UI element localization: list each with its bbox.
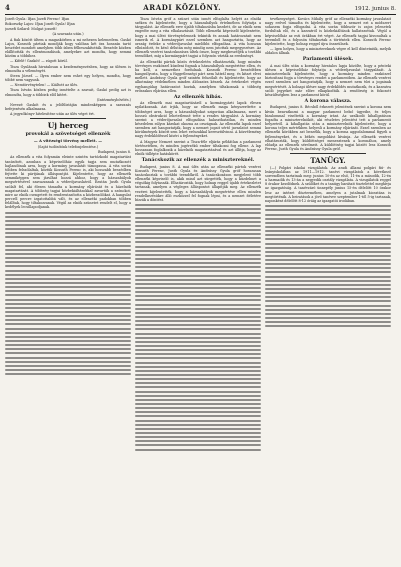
section-title: Tanácskozik az ellenzék a minisztereknél. — [141, 157, 255, 164]
page-header — [5, 3, 396, 15]
column-1 — [5, 17, 131, 567]
article-body: A mai ülés után a kormány hivatalos lapja közölte, hogy a pénteki ülésen a képviselőház folytatja a véderőjavaslat tárgyalását. A miniszterelnök kijelentette, hogy a kormány minden eszközzel biztosítani fogja a törvényes rendet a parlamentben. Az ellenzék vezérei ezzel szemben azt hangoztatják, hogy a nemzet nem tűri a jogainak megsértését. A holnapi ülésre nagy érdeklődés mutatkozik, és a karzatra szóló jegyeket már előre elkapkodták. A rendőrség is fokozott készültségben lesz a parlament körül. — [265, 63, 391, 97]
section-title: Az ellenzék hibás. — [173, 93, 223, 100]
divider — [290, 153, 366, 154]
dateline: Budapest, junius 8. — [97, 150, 131, 155]
article-body: Az ellenzéki pártok közös értekezletén elhatározták, hogy minden törvényes eszközzel küzdeni fognak a házszabályok megsértése ellen, és ha kell, a nemzethez fordulnak. Kossuth Ferenc beszédében hangsúlyozta, hogy a függetlenségi párt nem hátrál meg, és kitart elvei mellett. Andrássy Gyula gróf szintén felszólalt és kijelentette, hogy az alkotmány védelmében minden áldozatra készek. Az értekezlet végén egyhangúlag határozatot hoztak, amelyben tiltakoznak a többség erőszakos eljárása ellen. — [135, 59, 261, 93]
signature: (Intézménybővítés.) — [96, 97, 131, 102]
article-body: A Magyar Nemzet szerint a Tisza-féle eljárás példátlan a parlament történetében, és minden jogérzékű ember tiltakozni fog ellene. A lap hosszasan foglalkozik a házelnök magatartásával és azt állítja, hogy az elnök túllépte hatáskörét. — [135, 139, 261, 157]
paragraph: Tisza Gyulának hivatalosan a kezdeményezésben, hogy az ülésen is elmondta a véleményét. — [5, 64, 131, 73]
page-number: 4 — [5, 3, 10, 12]
headline-tagline: — A vitézségi törvény mellett. — — [33, 137, 103, 143]
article-body: Tisza István gróf a szünet után ismét elfoglalta helyét az elnöki széken és kijelentette, hogy a házszabályok értelmében folytatja a tárgyalást. Az ellenzék erre újabb tiltakozásba kezdett, de az elnök nem engedte meg a vita elhalasztását. Több ellenzéki képviselő kijelentette, hogy a mai ülést törvénytelennek tekintik és annak határozatait nem ismerik el. A kormánypárt ezzel szemben azt hangoztatta, hogy az ország érdeke a véderőjavaslat mielőbbi elfogadása. A vita hosszan elhúzódott, és késő délután még mindig nem jutottak megegyezésre. Az ellenzék vezérei tanácskozásra ültek össze, hogy megbeszéljék a további teendőket, míg a kormánypárt tagjai a folyosón várták az eredményt. — [135, 17, 261, 59]
paragraph: A jegyzőkönyv hitelesítése után az ülés véget ért. — [10, 112, 95, 117]
paragraph: Nevezé Gaskót és a jelöltlistáján mindenképpen a szavazás befejezésén alkalmazza. — [5, 102, 131, 111]
divider — [30, 118, 106, 119]
article-body: Budapest, junius 8. A mai ülés után az ellenzéki pártok vezérei Kossuth Ferenc, Justh Gyula és Andrássy Gyula gróf hosszasan tanácskoztak a további teendőkről. A tanácskozáson megjelent több ellenzéki képviselő is, akik mind azt sürgették, hogy a küzdelmet a végsőkig folytassák. Elhatározták, hogy holnap reggel újabb értekezletet tartanak, amelyen a végleges álláspontot állapítják meg. Az ellenzék vezérei kijelentették, hogy a házszabályok megsértése ellen minden rendelkezésükre álló eszközzel fel fognak lépni, és a nemzet ítéletére bízzák a döntést. — [135, 164, 261, 202]
section-title: A korona válasza. — [304, 98, 352, 105]
newspaper-title: ARADI KÖZLÖNY. — [143, 3, 222, 12]
column-3 — [265, 17, 391, 567]
text-line: Bokorszky Lajos: Ifjan Jozefi Gyula! Ifjan — [5, 22, 75, 27]
issue-date: 1912. junius 8. — [354, 6, 396, 12]
quote: — Nemtörvénytelen! — Kiáltott az ülés. — [10, 83, 79, 88]
text-line: jozsefi Szilard: Molgat jozsefi! — [5, 27, 57, 32]
article-body: Az ellenzék a vita folyamán eleinte szintén tartózkodó magatartást tanúsított, azonban a képviselőház egyik tagja sem mutatkozott hajlandónak arra, hogy a kormány javaslatát támogassa. A vita során többen felszólaltak, köztük Kossuth Ferenc is, aki hosszabb beszédben fejtette ki pártjának álláspontját. Kijelentette, hogy az ellenzék semmiképpen sem járulhat hozzá ahhoz, hogy a házszabályok megsértésével szavazzanak a véderőjavaslatról. Ezután Justh Gyula szólalt fel, aki élesen támadta a kormány eljárását és a házelnök magatartását. A többség tagjai közbekiáltásokkal zavarták a szónokot, mire az elnök csengetett és rendreutasította a közbeszólókat. A hangulat percről percre izgatottabbá vált, és az ellenzéki padokban többen felálltak, hogy tiltakozzanak. Végül az elnök szünetet rendelt el, hogy a kedélyek lecsillapodjanak. — [5, 155, 131, 210]
text-block — [135, 204, 261, 450]
paragraph: A fiak között ültem a magaskörben a mi nehezen kelemedem. Gaskó Lajos, Kossuth pártiak mondják hogy valóban két óra hosszán tartó beszédet mondott amelyben több ízben félbeszakították. Beszéde közben elállították és ellentmondások, amelyekre azt mondta, hogy semmi közöm a többihez. — [5, 37, 131, 59]
paragraph: Tisza István közben pedig ismételte a szavait, Gaskó pedig azt is elmondta, hogy a többiek elől kitért. — [5, 88, 131, 97]
column-2 — [135, 17, 261, 567]
text-block — [265, 205, 391, 327]
article-body: Az ellenzék mai magatartásáról a kormánypárti lapok élesen nyilatkoznak. Azt írják, hogy az ellenzék maga kényszerítette a többséget arra, hogy a házszabályokat szigorúan alkalmazza, mert a hosszú obstrukció lehetetlenné tette a rendes tárgyalást. A kormány szerint a véderőjavaslat elfogadása halaszthatatlan, és minden késedelem súlyos károkat okozna az országnak. Az ellenzéki lapok ezzel szemben azt hangoztatják, hogy a nemzet jogait sértő javaslatot semmi körülmények között sem lehet erőszakkal keresztülvinni. A közvélemény nagy érdeklődéssel kíséri a fejleményeket. — [135, 101, 261, 139]
paragraph: Steen József. — Ilyen ember nem eshet egy helyen, mondta, hogy többé nem vagyunk. — [5, 73, 131, 83]
article-body: (—) Polgári iskolai vizsgálatok. Az aradi állami polgári fiú- és leányiskolában az 1911—1912. tanévi vizsgálatok a következő sorrendben tartatnak meg: junius 10-én az első, 11-én a második, 12-én a harmadik és 13-án a negyedik osztály vizsgálata. A vizsgálatok reggel 8 órakor kezdődnek. A szülőket és a tanügy barátait tisztelettel meghívja az igazgatóság. A tanévzáró ünnepély junius 15-én délelőtt 10 órakor lesz az intézet dísztermében, amelyen a jutalmak kiosztása is megtörténik. A beiratások a jövő tanévre szeptember 1-től 5-ig tartanak, naponként délelőtt 8-12 óráig az igazgatói irodában. — [265, 165, 391, 203]
quote: — Igen helyes, hogy a minisztereknek végre el kell döntetniük, melyik oldalon állnak. — [265, 47, 391, 56]
article-body: Budapest, junius 8. Bécsből érkezett jelentések szerint a korona nem kíván beavatkozni a magyar parlament belső ügyeibe, és teljes bizalommal viseltetik a kormány iránt. Az uralkodó kihallgatáson fogadta a miniszterelnököt, aki részletes jelentést tett a parlamenti helyzetről. A kihallgatás után a miniszterelnök kijelentette, hogy a korona teljes mértékben helyesli a kormány eljárását. Ezzel szemben az ellenzéki körökben azt beszélik, hogy a korona aggodalommal figyeli a fejleményeket, és a békés megoldást kívánja. Az ellenzék vezérei elhatározták, hogy küldöttséget menesztenek a koronához, amely előadja az ellenzék sérelmeit. A küldöttség tagjai között lesz Kossuth Ferenc, Justh Gyula és Andrássy Gyula gróf. — [265, 105, 391, 152]
text-block — [5, 212, 131, 375]
article-columns — [5, 17, 396, 567]
headline: Uj herceg — [47, 121, 89, 131]
section-title: (A szavazás után.) — [52, 32, 84, 37]
section-title: Parlamenti ülések. — [302, 56, 354, 63]
quote: — Kifelé! Gaskót! — zúgott körül. — [10, 59, 68, 64]
headline-source: (Saját tudósítónk telefonjelentése.) — [37, 145, 99, 150]
section-title: TANÜGY. — [310, 156, 346, 166]
article-body: tevékenységet. Kovács Mihály gróf az ellenzéki kormány javaslatait nagy erővel támadta és kijelentette, hogy a nemzet ezt a módszert sohasem fogja elfogadni. A vita során többször is zajos jelenetek fordultak elő, és a karzatról is közbekiáltások hallatszottak. Végül a képviselőház az esti órákban ért véget. Az ellenzék tagjai kivonultak a teremből és a folyosón tiltakoztak a történtek ellen. Kossuth Ferenc kijelentette, hogy holnap reggel újra összeülnek. — [265, 17, 391, 46]
text-line: Jozefi Gyula: Ifjan Jozefi Ferenc! Ifjan — [5, 17, 70, 21]
headline-sub: provokál a szövetséget ellenzék — [25, 131, 111, 138]
